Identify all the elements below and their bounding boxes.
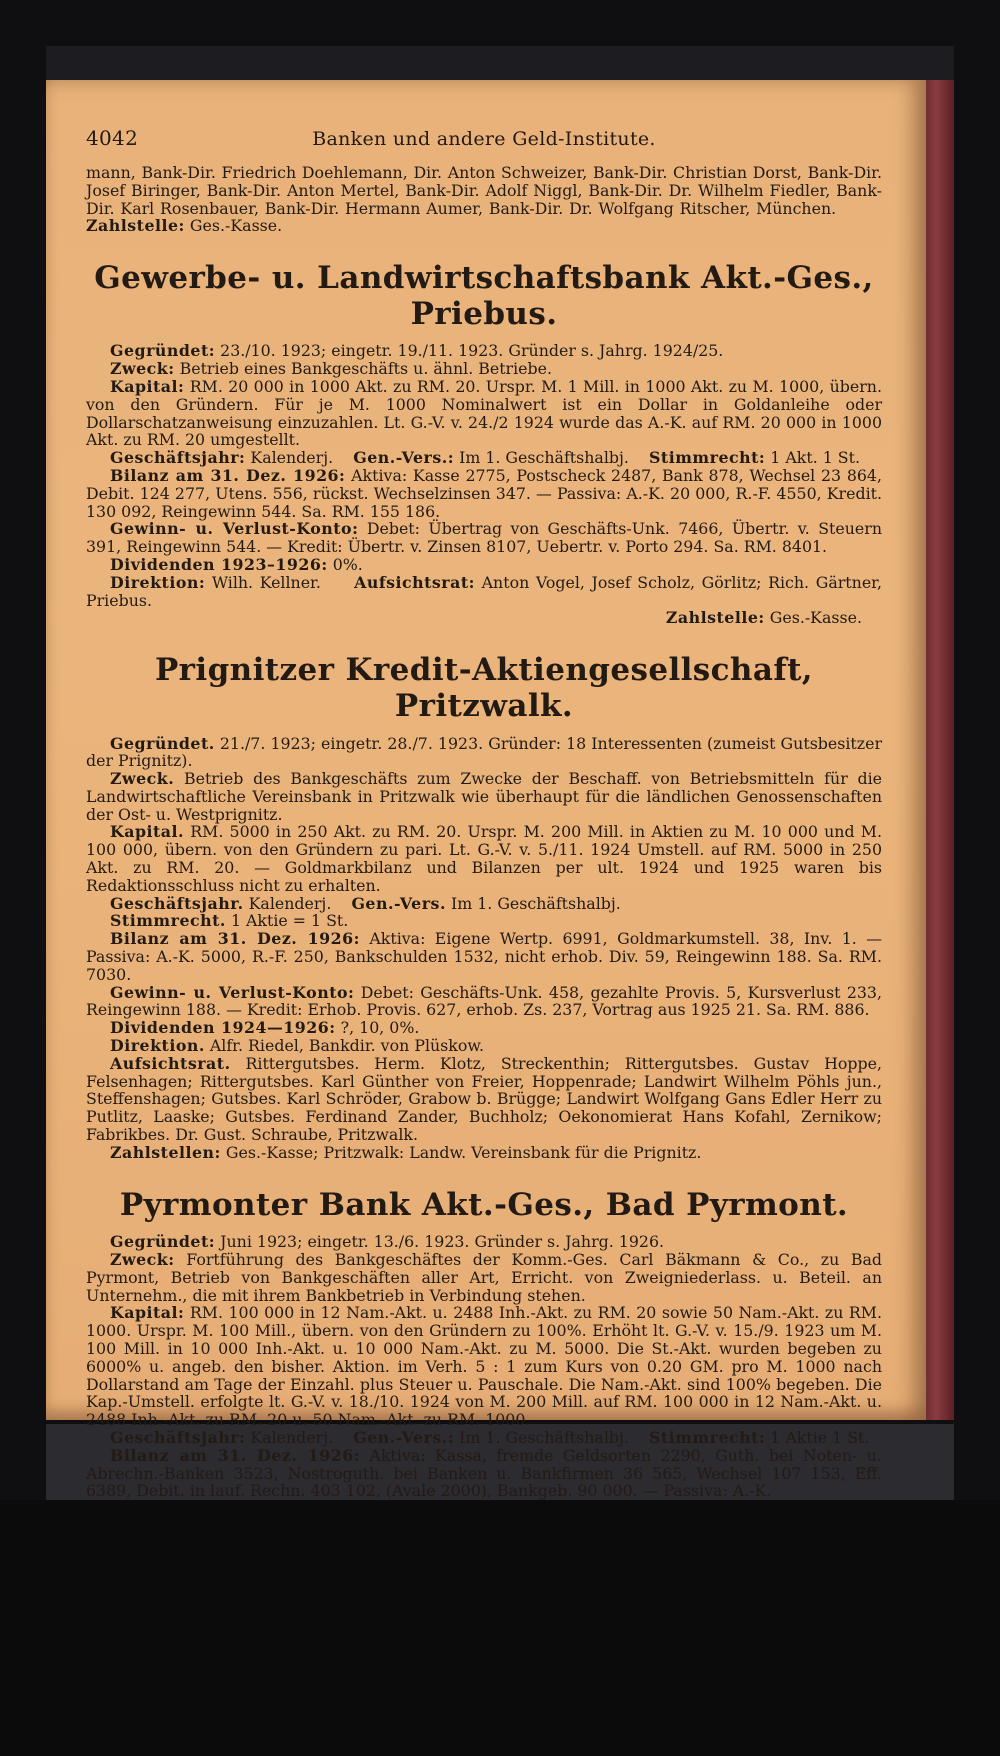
continuation-block: [86, 164, 882, 235]
zahlstelle-label: Zahlstelle:: [86, 216, 185, 236]
entry-title: Gewerbe- u. Landwirtschaftsbank Akt.-Ges., Priebus.: [94, 260, 874, 332]
kapital-value: RM. 20 000 in 1000 Akt. zu RM. 20. Urspr. M. 1 Mill. in 1000 Akt. zu M. 1000, übern. von den Gründern. Für je M. 1000 Nominalwert ist ein Dollar in Goldanleihe oder Dollarschatzanweisung einzuzahlen. Lt. G.-V. v. 24./2 1924 wurde das A.-K. auf RM. 20 000 in 1000 Akt. zu RM. 20 umgestellt.: [86, 377, 882, 450]
gegruendet-label: Gegründet:: [110, 341, 216, 361]
scan-dark-area: [0, 1500, 1000, 1756]
zweck-label: Zweck:: [110, 1250, 175, 1270]
page-content: [86, 126, 882, 1500]
genvers-value: Im 1. Geschäftshalbj.: [459, 448, 629, 468]
entry-gewerbe-landwirtschaftsbank: [86, 261, 882, 627]
zahlstelle-value: Ges.-Kasse.: [189, 216, 283, 236]
geschaeftsjahr-label: Geschäftsjahr:: [110, 448, 246, 468]
geschaeftsjahr-line: [86, 449, 882, 467]
entry-pyrmonter-bank: [86, 1188, 882, 1501]
zweck-value: Fortführung des Bankgeschäftes der Komm.-Ges. Carl Bäkmann & Co., zu Bad Pyrmont, Betrieb von Bankgeschäften aller Art, Erricht. von Zweigniederlass. u. Beteil. an Unternehm., die mit ihrem Bankbetrieb in Verbindung stehen.: [86, 1250, 883, 1305]
zahlstelle-line: [86, 1144, 882, 1162]
zahlstelle-label: Zahlstellen:: [110, 1142, 221, 1162]
gewinn-line: [86, 984, 882, 1020]
running-head: [86, 126, 882, 150]
aufsichtsrat-value: Anton Vogel, Josef Scholz, Görlitz; Rich. Gärtner, Priebus.: [86, 572, 883, 610]
gewinn-line: [86, 520, 882, 556]
continuation-text: [86, 164, 882, 235]
stimmrecht-label: Stimmrecht:: [649, 448, 766, 468]
gegruendet-line: [86, 342, 882, 360]
geschaeftsjahr-line: [86, 895, 882, 913]
zweck-line: [86, 770, 882, 823]
gegruendet-label: Gegründet:: [110, 1232, 216, 1252]
direktion-line: [86, 574, 882, 610]
kapital-label: Kapital:: [110, 1303, 185, 1323]
zahlstelle-label: Zahlstelle:: [665, 608, 765, 628]
dividenden-line: [86, 556, 882, 574]
genvers-value: Im 1. Geschäftshalbj.: [450, 893, 621, 913]
direktion-value: Alfr. Riedel, Bankdir. von Plüskow.: [209, 1036, 485, 1056]
gegruendet-value: 23./10. 1923; eingetr. 19./11. 1923. Gründer s. Jahrg. 1924/25.: [220, 341, 724, 361]
running-head-title: Banken und andere Geld-Institute.: [312, 128, 656, 150]
entry-title: Prignitzer Kredit-Aktiengesellschaft, Pritzwalk.: [154, 652, 814, 724]
gegruendet-label: Gegründet.: [110, 733, 215, 753]
zahlstelle-value: Ges.-Kasse; Pritzwalk: Landw. Vereinsbank für die Prignitz.: [225, 1142, 702, 1162]
bilanz-label: Bilanz am 31. Dez. 1926:: [110, 466, 346, 486]
stimmrecht-value: 1 Akt. 1 St.: [770, 448, 861, 468]
book-spine: [924, 80, 954, 1420]
dividenden-label: Dividenden 1924—1926:: [110, 1018, 336, 1038]
kapital-label: Kapital.: [110, 822, 185, 842]
genvers-value: Im 1. Geschäftshalbj.: [459, 1428, 629, 1448]
kapital-value: RM. 100 000 in 12 Nam.-Akt. u. 2488 Inh.-Akt. zu RM. 20 sowie 50 Nam.-Akt. zu RM. 1000. Urspr. M. 100 Mill., übern. von den Gründern zu 100%. Erhöht lt. G.-V. v. 15./9. 1923 um M. 100 Mill. in 10 000 Inh.-Akt. u. 10 000 Nam.-Akt. zu M. 5000. Die St.-Akt. wurden begeben zu 6000% u. angeb. den bisher. Aktion. im Verh. 5 : 1 zum Kurs von 0.20 GM. pro M. 1000 nach Dollarstand am Tage der Einzahl. plus Steuer u. Pauschale. Die Nam.-Akt. sind 100% begeben. Die Kap.-Umstell. erfolgte lt. G.-V. v. 18./10. 1924 von M. 200 Mill. auf RM. 100 000 in 12 Nam.-Akt. u. 2488 Inh.-Akt. zu RM. 20 u. 50 Nam.-Akt. zu RM. 1000.: [86, 1303, 882, 1430]
page-number: 4042: [86, 126, 139, 150]
zahlstelle-line: [86, 609, 882, 627]
kapital-label: Kapital:: [110, 377, 185, 397]
dividenden-value: 0%.: [332, 555, 363, 575]
geschaeftsjahr-label: Geschäftsjahr:: [110, 1428, 246, 1448]
geschaeftsjahr-value: Kalenderj.: [248, 893, 332, 913]
direktion-value: Wilh. Kellner.: [211, 572, 321, 592]
entry-title: Pyrmonter Bank Akt.-Ges., Bad Pyrmont.: [119, 1186, 849, 1223]
bilanz-value: Aktiva: Kasse 2775, Postscheck 2487, Bank 878, Wechsel 23 864, Debit. 124 277, Utens. 556, rückst. Wechselzinsen 347. — Passiva: A.-K. 20 000, R.-F. 4550, Kredit. 130 092, Reingewinn 544. Sa. RM. 155 186.: [86, 466, 882, 521]
aufsichtsrat-label: Aufsichtsrat:: [354, 572, 475, 592]
stimmrecht-value: 1 Aktie = 1 St.: [230, 911, 349, 931]
zweck-value: Betrieb eines Bankgeschäfts u. ähnl. Betriebe.: [179, 359, 552, 379]
gegruendet-line: [86, 1233, 882, 1251]
geschaeftsjahr-label: Geschäftsjahr.: [110, 893, 244, 913]
direktion-line: [86, 1037, 882, 1055]
gewinn-value: Debet: Geschäfts-Unk. 458, gezahlte Provis. 5, Kursverlust 233, Reingewinn 188. — Kredit: Erhob. Provis. 627, erhob. Zs. 237, Vortrag aus 1925 21. Sa. RM. 886.: [86, 982, 882, 1020]
zweck-value: Betrieb des Bankgeschäfts zum Zwecke der Beschaff. von Betriebsmitteln für die Landwirtschaftliche Vereinsbank in Pritzwalk wie überhaupt für die ländlichen Genossenschaften der Ost- u. Westprignitz.: [86, 769, 882, 824]
gewinn-label: Gewinn- u. Verlust-Konto:: [110, 982, 355, 1002]
zweck-line: [86, 1251, 882, 1304]
zweck-label: Zweck.: [110, 769, 175, 789]
gewinn-label: Gewinn- u. Verlust-Konto:: [110, 519, 359, 539]
binding-edge-top: [46, 46, 954, 80]
aufsichtsrat-value: Rittergutsbes. Herm. Klotz, Streckenthin; Rittergutsbes. Gustav Hoppe, Felsenhagen; Rittergutsbes. Karl Günther von Freier, Hoppenrade; Landwirt Wilhelm Pöhls jun., Steffenshagen; Gutsbes. Karl Schröder, Grabow b. Brügge; Landwirt Wolfgang Gans Edler Herr zu Putlitz, Laaske; Gutsbes. Ferdinand Zander, Buchholz; Oekonomierat Hans Kofahl, Zernikow; Fabrikbes. Dr. Gust. Schraube, Pritzwalk.: [86, 1053, 882, 1145]
gegruendet-line: [86, 735, 882, 771]
kapital-line: [86, 823, 882, 894]
bilanz-label: Bilanz am 31. Dez. 1926:: [110, 1445, 361, 1465]
geschaeftsjahr-value: Kalenderj.: [250, 1428, 334, 1448]
bilanz-line: [86, 467, 882, 520]
kapital-value: RM. 5000 in 250 Akt. zu RM. 20. Urspr. M. 200 Mill. in Aktien zu M. 10 000 und M. 100 000, übern. von den Gründern zu pari. Lt. G.-V. v. 5./11. 1924 Umstell. auf RM. 5000 in 250 Akt. zu RM. 20. — Goldmarkbilanz und Bilanzen per ult. 1924 und 1925 waren bis Redaktionsschluss nicht zu erhalten.: [86, 822, 882, 895]
kapital-line: [86, 1304, 882, 1429]
continuation-names: mann, Bank-Dir. Friedrich Doehlemann, Dir. Anton Schweizer, Bank-Dir. Christian Dorst, Bank-Dir. Josef Biringer, Bank-Dir. Anton Mertel, Bank-Dir. Adolf Niggl, Bank-Dir. Dr. Wilhelm Fiedler, Bank-Dir. Karl Rosenbauer, Bank-Dir. Hermann Aumer, Bank-Dir. Dr. Wolfgang Ritscher, München.: [86, 163, 882, 218]
dividenden-value: ?, 10, 0%.: [340, 1018, 420, 1038]
stimmrecht-label: Stimmrecht.: [110, 911, 226, 931]
zweck-label: Zweck:: [110, 359, 175, 379]
gegruendet-value: 21./7. 1923; eingetr. 28./7. 1923. Gründer: 18 Interessenten (zumeist Gutsbesitzer der Prignitz).: [86, 733, 882, 771]
gewinn-value: Debet: Übertrag von Geschäfts-Unk. 7466, Übertr. v. Steuern 391, Reingewinn 544. — Kredit: Übertr. v. Zinsen 8107, Uebertr. v. Porto 294. Sa. RM. 8401.: [86, 519, 882, 557]
aufsichtsrat-line: [86, 1055, 882, 1144]
gegruendet-value: Juni 1923; eingetr. 13./6. 1923. Gründer s. Jahrg. 1926.: [220, 1232, 665, 1252]
book-page: [46, 80, 926, 1501]
bilanz-label: Bilanz am 31. Dez. 1926:: [110, 929, 360, 949]
zahlstelle-value: Ges.-Kasse.: [769, 608, 862, 628]
aufsichtsrat-label: Aufsichtsrat.: [110, 1053, 231, 1073]
direktion-label: Direktion:: [110, 572, 206, 592]
geschaeftsjahr-value: Kalenderj.: [250, 448, 334, 468]
entry-prignitzer-kredit: [86, 653, 882, 1161]
bilanz-value: Aktiva: Kassa, fremde Geldsorten 2290, Guth. bei Noten- u. Abrechn.-Banken 3523, Nostroguth. bei Banken u. Bankfirmen 36 565, Wechsel 107 153, Eff. 6389, Debit. in lauf. Rechn. 403 102, (Avale 2000), Bankgeb. 90 000. — Passiva: A.-K.: [86, 1445, 882, 1501]
dividenden-line: [86, 1019, 882, 1037]
bilanz-line: [86, 1447, 882, 1500]
bilanz-line: [86, 930, 882, 983]
direktion-label: Direktion.: [110, 1036, 205, 1056]
dividenden-label: Dividenden 1923–1926:: [110, 555, 328, 575]
bilanz-value: Aktiva: Eigene Wertp. 6991, Goldmarkumstell. 38, Inv. 1. — Passiva: A.-K. 5000, R.-F. 250, Bankschulden 1532, nicht erhob. Div. 59, Reingewinn 188. Sa. RM. 7030.: [86, 929, 882, 984]
kapital-line: [86, 378, 882, 449]
stimmrecht-value: 1 Aktie 1 St.: [770, 1428, 870, 1448]
genvers-label: Gen.-Vers.: [351, 893, 446, 913]
zweck-line: [86, 360, 882, 378]
genvers-label: Gen.-Vers.:: [353, 448, 455, 468]
stimmrecht-label: Stimmrecht:: [649, 1428, 766, 1448]
stimmrecht-line: [86, 912, 882, 930]
genvers-label: Gen.-Vers.:: [353, 1428, 455, 1448]
geschaeftsjahr-line: [86, 1429, 882, 1447]
